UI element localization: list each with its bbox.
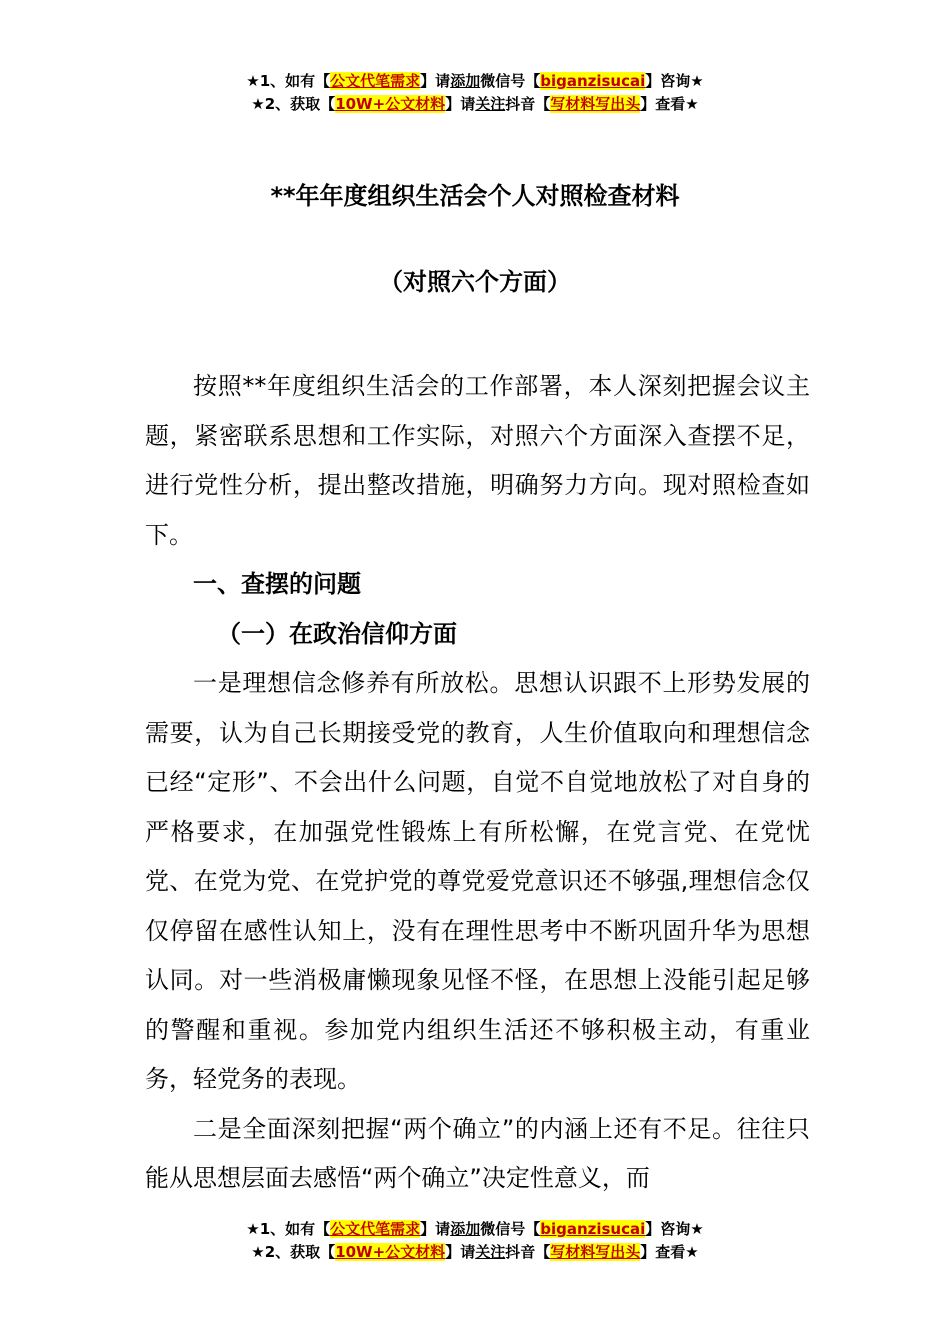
body-paragraph: 一是理想信念修养有所放松。思想认识跟不上形势发展的需要，认为自己长期接受党的教育，人生价值取向和理想信念已经“定形”、不会出什么问题，自觉不自觉地放松了对自身的严格要求，在加强党性锻炼上有所松懈，在党言党、在党忧党、在党为党、在党护党的尊党爱党意识还不够强,理想信念仅仅停留在感性认知上，没有在理性思考中不断巩固升华为思想认同。对一些消极庸懒现象见怪不怪，在思想上没能引起足够的警醒和重视。参加党内组织生活还不够积极主动，有重业务，轻党务的表现。: [145, 669, 810, 1093]
promo-text: 】咨询★: [645, 72, 704, 90]
promo-underline: 关注: [475, 1243, 506, 1261]
promo-line-2: [0, 93, 950, 116]
promo-banner-top: [0, 70, 950, 116]
body-paragraph: 二是全面深刻把握“两个确立”的内涵上还有不足。往往只能从思想层面去感悟“两个确立”决定性意义，而: [145, 1114, 810, 1192]
promo-text: 】咨询★: [645, 1220, 704, 1238]
promo-highlight: 公文代笔需求: [330, 72, 421, 90]
promo-text: 】查看★: [640, 95, 699, 113]
promo-underline: 添加: [450, 72, 481, 90]
document-body: [145, 362, 810, 1204]
promo-text: ★2、获取【: [251, 95, 336, 113]
promo-highlight: 写材料写出头: [550, 95, 641, 113]
promo-highlight: 公文代笔需求: [330, 1220, 421, 1238]
section-heading: 一、查摆的问题: [193, 570, 361, 598]
promo-text: 】请: [420, 1220, 451, 1238]
promo-highlight: biganzisucai: [540, 1220, 646, 1238]
promo-highlight: 10W+公文材料: [335, 1243, 446, 1261]
promo-line-1: [0, 1218, 950, 1241]
document-subtitle: （对照六个方面）: [379, 268, 571, 296]
promo-line-2: [0, 1241, 950, 1264]
promo-text: 】请: [445, 1243, 476, 1261]
promo-highlight: 写材料写出头: [550, 1243, 641, 1261]
promo-text: 抖音【: [505, 95, 551, 113]
promo-text: 】请: [420, 72, 451, 90]
subsection-heading: （一）在政治信仰方面: [217, 619, 457, 648]
promo-text: ★2、获取【: [251, 1243, 336, 1261]
promo-text: 微信号【: [480, 1220, 541, 1238]
promo-text: 抖音【: [505, 1243, 551, 1261]
promo-highlight: 10W+公文材料: [335, 95, 446, 113]
promo-text: ★1、如有【: [246, 72, 331, 90]
promo-text: 微信号【: [480, 72, 541, 90]
intro-paragraph: 按照**年度组织生活会的工作部署，本人深刻把握会议主题，紧密联系思想和工作实际，对照六个方面深入查摆不足，进行党性分析，提出整改措施，明确努力方向。现对照检查如下。: [145, 372, 810, 549]
promo-text: 】查看★: [640, 1243, 699, 1261]
promo-highlight: biganzisucai: [540, 72, 646, 90]
promo-underline: 关注: [475, 95, 506, 113]
promo-line-1: [0, 70, 950, 93]
promo-text: 】请: [445, 95, 476, 113]
promo-underline: 添加: [450, 1220, 481, 1238]
promo-banner-bottom: [0, 1218, 950, 1264]
document-title: **年年度组织生活会个人对照检查材料: [270, 182, 680, 210]
promo-text: ★1、如有【: [246, 1220, 331, 1238]
